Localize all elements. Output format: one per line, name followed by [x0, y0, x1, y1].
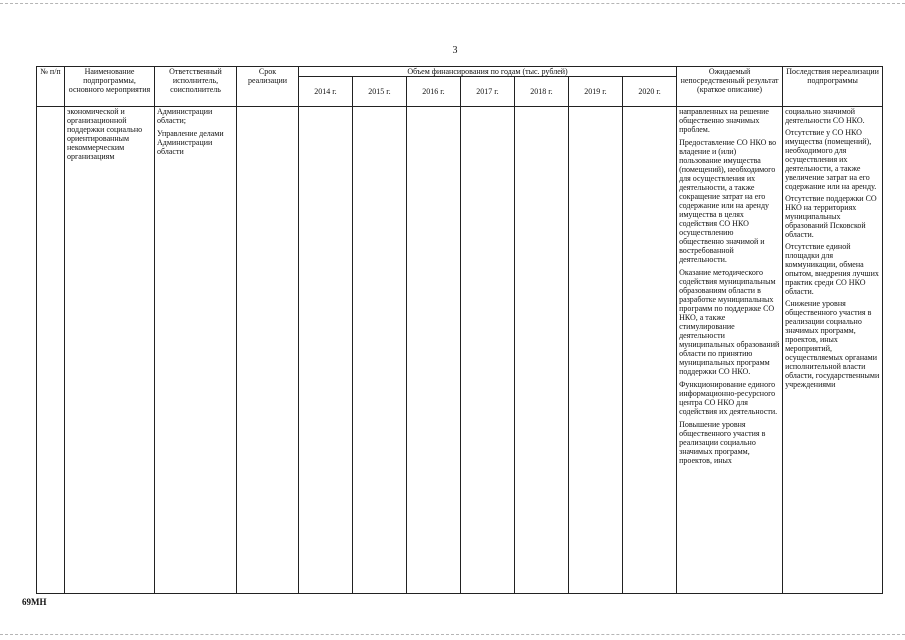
- row-2017-cell: [461, 107, 515, 594]
- header-year-2015: 2015 г.: [353, 77, 407, 107]
- row-result: [677, 107, 783, 594]
- header-year-2019: 2019 г.: [569, 77, 623, 107]
- page-number: 3: [452, 45, 458, 56]
- header-year-2014: 2014 г.: [299, 77, 353, 107]
- row-consequences: [783, 107, 883, 594]
- header-result: Ожидаемый непосредственный результат (краткое описание): [677, 67, 783, 107]
- scan-edge-bottom: [0, 634, 905, 635]
- consequence-paragraph: Снижение уровня общественного участия в реализации социально значимых программ, проектов, иных мероприятий, осуществляемых органами исполнительной власти области, государственными учреждениями: [785, 299, 880, 389]
- responsible-line: Управление делами Администрации области: [157, 129, 224, 156]
- row-2016-cell: [407, 107, 461, 594]
- scan-edge-top: [0, 3, 905, 4]
- consequence-paragraph: социально значимой деятельности СО НКО.: [785, 107, 865, 125]
- header-consequences: Последствия нереализации подпрограммы: [783, 67, 883, 107]
- result-paragraph: Предоставление СО НКО во владение и (или) пользование имущества (помещений), необходимого для осуществления их деятельности, а также сокращение затрат на его содержание или на аренду имущества в целях содействия СО НКО осуществлению общественно значимой и востребованной деятельности.: [679, 138, 777, 264]
- header-responsible: Ответственный исполнитель, соисполнитель: [155, 67, 237, 107]
- row-2020-cell: [623, 107, 677, 594]
- header-year-2017: 2017 г.: [461, 77, 515, 107]
- header-term: Срок реализации: [237, 67, 299, 107]
- row-term: [237, 107, 299, 594]
- result-paragraph: Функционирование единого информационно-ресурсного центра СО НКО для содействия их деятельности.: [679, 380, 778, 416]
- consequence-paragraph: Отсутствие единой площадки для коммуникации, обмена опытом, внедрения лучших практик среди СО НКО области.: [785, 242, 879, 296]
- program-table: [36, 66, 883, 594]
- row-2014-cell: [299, 107, 353, 594]
- header-year-2018: 2018 г.: [515, 77, 569, 107]
- result-paragraph: направленных на решение общественно значимых проблем.: [679, 107, 769, 134]
- header-year-2016: 2016 г.: [407, 77, 461, 107]
- footer-code: 69МН: [22, 597, 47, 607]
- consequence-paragraph: Отсутствие поддержки СО НКО на территориях муниципальных образований Псковской области.: [785, 194, 877, 239]
- row-2019-cell: [569, 107, 623, 594]
- row-2015-cell: [353, 107, 407, 594]
- header-name: Наименование подпрограммы, основного мероприятия: [65, 67, 155, 107]
- header-num: № п/п: [37, 67, 65, 107]
- row-num: [37, 107, 65, 594]
- row-responsible: [155, 107, 237, 594]
- result-paragraph: Повышение уровня общественного участия в реализации социально значимых программ, проектов, иных: [679, 420, 766, 465]
- header-year-2020: 2020 г.: [623, 77, 677, 107]
- consequence-paragraph: Отсутствие у СО НКО имущества (помещений), необходимого для осуществления их деятельности, а также увеличение затрат на его содержание или на аренду.: [785, 128, 877, 191]
- header-financing: Объем финансирования по годам (тыс. рублей): [299, 67, 677, 77]
- table-row: [37, 107, 883, 594]
- responsible-line: Администрации области;: [157, 107, 213, 125]
- row-2018-cell: [515, 107, 569, 594]
- result-paragraph: Оказание методического содействия муниципальным образованиям области в разработке муниципальных программ по поддержке СО НКО, а также стимулирование деятельности муниципальных образований области по принятию муниципальных программ поддержки СО НКО.: [679, 268, 780, 376]
- row-name: экономической и организационной поддержки социально ориентированным некоммерческим организациям: [65, 107, 155, 594]
